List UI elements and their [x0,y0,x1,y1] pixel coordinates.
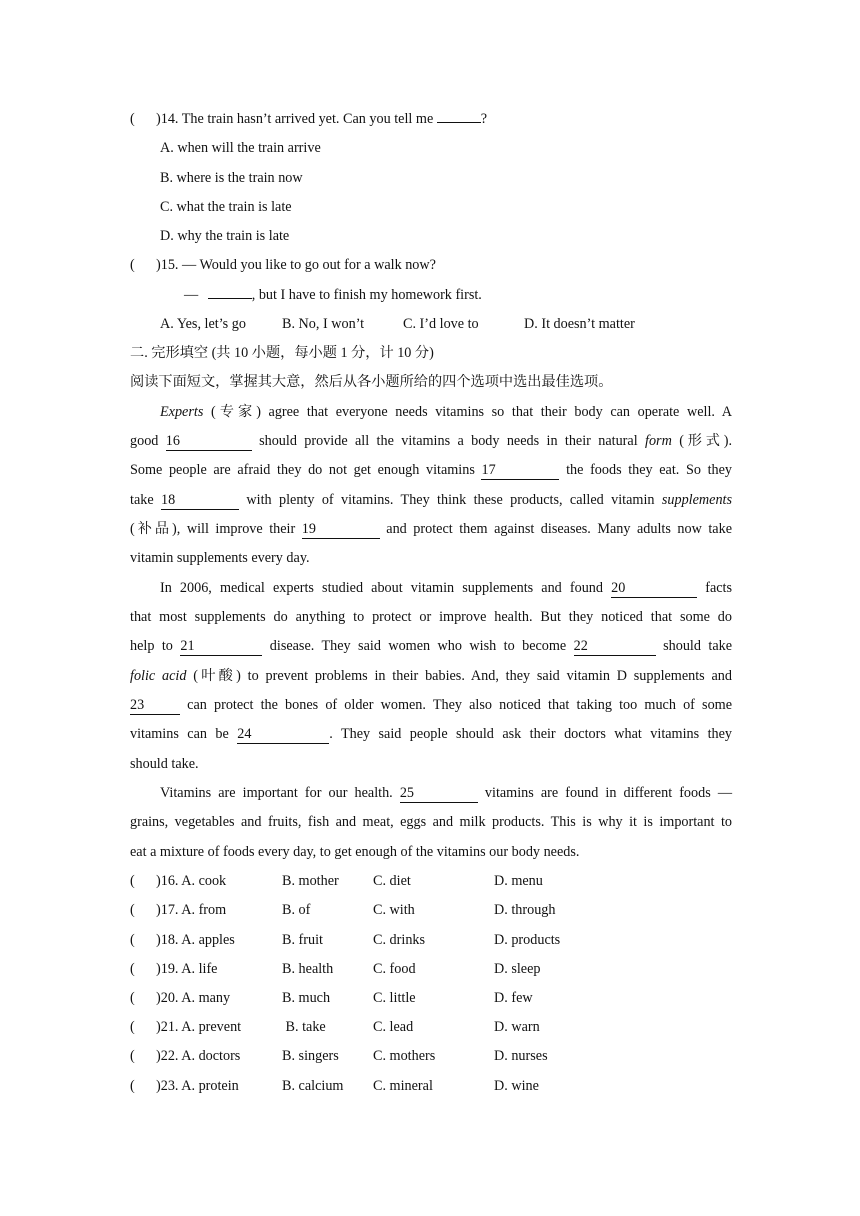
blank-16: 16 [166,433,252,451]
p1-line4-b: with plenty of vitamins. They think these products, called vitamin [246,492,662,508]
option-d: D. few [494,990,533,1006]
option-b: B. fruit [282,932,323,948]
option-d: D. sleep [494,961,541,977]
question-14-option-a: A. when will the train arrive [160,140,321,156]
question-14-option-b: B. where is the train now [160,170,303,186]
question-num: ( )18. A. apples [130,932,235,948]
p2-line5-text: can protect the bones of older women. They also noticed that taking too much of some [187,697,733,713]
word-supplements: supplements [661,492,733,508]
p1-line4-a: take [130,492,162,508]
option-c: C. food [373,961,416,977]
question-15-option-c: C. I’d love to [403,316,479,332]
p2-line3-c: should take [663,638,733,654]
question-15-reply [184,285,786,305]
blank-23: 23 [130,697,180,715]
question-15-option-b: B. No, I won’t [282,316,365,332]
question-num: ( )17. A. from [130,902,227,918]
option-d: D. menu [494,873,543,889]
p3-line1-a: Vitamins are important for our health. [160,785,400,801]
option-b: B. take [282,1019,326,1035]
option-d: D. warn [494,1019,540,1035]
question-num: ( )20. A. many [130,990,231,1006]
question-15-option-d: D. It doesn’t matter [524,316,635,332]
p2-line3-a: help to [130,638,181,654]
question-14-option-d: D. why the train is late [160,228,290,244]
question-15-stem: ( )15. — Would you like to go out for a walk now? [130,257,436,273]
blank-24: 24 [237,726,329,744]
question-num: ( )22. A. doctors [130,1048,241,1064]
p1-line2-b: should provide all the vitamins a body needs in their natural [259,433,646,449]
question-num: ( )21. A. prevent [130,1019,242,1035]
passage-p2-line4 [130,666,732,686]
p3-line1-b: vitamins are found in different foods — [484,785,733,801]
p2-line6-a: vitamins can be [130,726,238,742]
reply-text: , but I have to finish my homework first. [251,287,482,303]
passage-p2-line3 [130,636,732,656]
option-c: C. diet [373,873,411,889]
section-heading: 二. 完形填空 (共 10 小题，每小题 1 分，计 10 分) [130,345,434,361]
passage-p1-line1 [160,402,732,422]
passage-p2-line1 [160,578,732,598]
question-14 [130,109,732,129]
word-folic-acid: folic acid [130,668,187,684]
passage-p3-line1 [160,783,732,803]
blank-14 [437,122,481,123]
blank-18: 18 [161,492,239,510]
option-d: D. products [494,932,561,948]
passage-p1-line3 [130,460,732,480]
p1-line3-a: Some people are afraid they do not get enough vitamins [130,462,482,478]
blank-25: 25 [400,785,478,803]
section-instruction: 阅读下面短文，掌握其大意，然后从各小题所给的四个选项中选出最佳选项。 [130,374,613,390]
option-d: D. through [494,902,556,918]
passage-p1-line6: vitamin supplements every day. [130,550,310,566]
question-14-option-c: C. what the train is late [160,199,292,215]
passage-p1-line2 [130,431,732,451]
p2-line6-b: . They said people should ask their doctors what vitamins they [329,726,732,742]
option-c: C. lead [373,1019,414,1035]
option-d: D. wine [494,1078,539,1094]
p1-line2-c: (形式). [671,433,732,449]
option-b: B. mother [282,873,339,889]
passage-p2-line6 [130,724,732,744]
question-15-option-a: A. Yes, let’s go [160,316,246,332]
option-d: D. nurses [494,1048,548,1064]
passage-p2-line7: should take. [130,756,199,772]
passage-p1-line5 [130,519,732,539]
option-b: B. of [282,902,311,918]
option-b: B. singers [282,1048,339,1064]
option-c: C. little [373,990,416,1006]
blank-17: 17 [481,462,559,480]
passage-p3-line2: grains, vegetables and fruits, fish and meat, eggs and milk products. This is why it is important to [130,814,732,830]
p1-line2-a: good [130,433,166,449]
word-experts: Experts [160,404,204,420]
blank-22: 22 [574,638,656,656]
p1-line5-b: and protect them against diseases. Many adults now take [386,521,732,537]
question-num: ( )19. A. life [130,961,218,977]
passage-p2-line2: that most supplements do anything to protect or improve health. But they noticed that some do [130,609,732,625]
option-c: C. drinks [373,932,426,948]
option-b: B. calcium [282,1078,344,1094]
p2-line1-a: In 2006, medical experts studied about vitamin supplements and found [160,580,612,596]
p2-line3-b: disease. They said women who wish to become [269,638,574,654]
word-form: form [645,433,672,449]
question-14-end: ? [480,111,488,127]
option-c: C. mothers [373,1048,436,1064]
p1-line1-text: (专家) agree that everyone needs vitamins so that their body can operate well. A [203,404,732,420]
option-b: B. health [282,961,334,977]
blank-20: 20 [611,580,697,598]
p2-line4-text: (叶酸) to prevent problems in their babies. And, they said vitamin D supplements and [186,668,732,684]
passage-p2-line5 [130,695,732,715]
question-num: ( )16. A. cook [130,873,227,889]
reply-dash: — [184,287,202,303]
passage-p3-line3: eat a mixture of foods every day, to get enough of the vitamins our body needs. [130,844,580,860]
passage-p1-line4 [130,490,732,510]
blank-19: 19 [302,521,380,539]
p1-line5-a: (补品), will improve their [130,521,302,537]
option-b: B. much [282,990,331,1006]
option-c: C. with [373,902,415,918]
p2-line1-b: facts [705,580,733,596]
question-num: ( )23. A. protein [130,1078,239,1094]
p1-line3-b: the foods they eat. So they [566,462,733,478]
blank-21: 21 [180,638,262,656]
blank-15 [208,298,252,299]
option-c: C. mineral [373,1078,433,1094]
question-14-stem: ( )14. The train hasn’t arrived yet. Can you tell me [130,111,437,127]
